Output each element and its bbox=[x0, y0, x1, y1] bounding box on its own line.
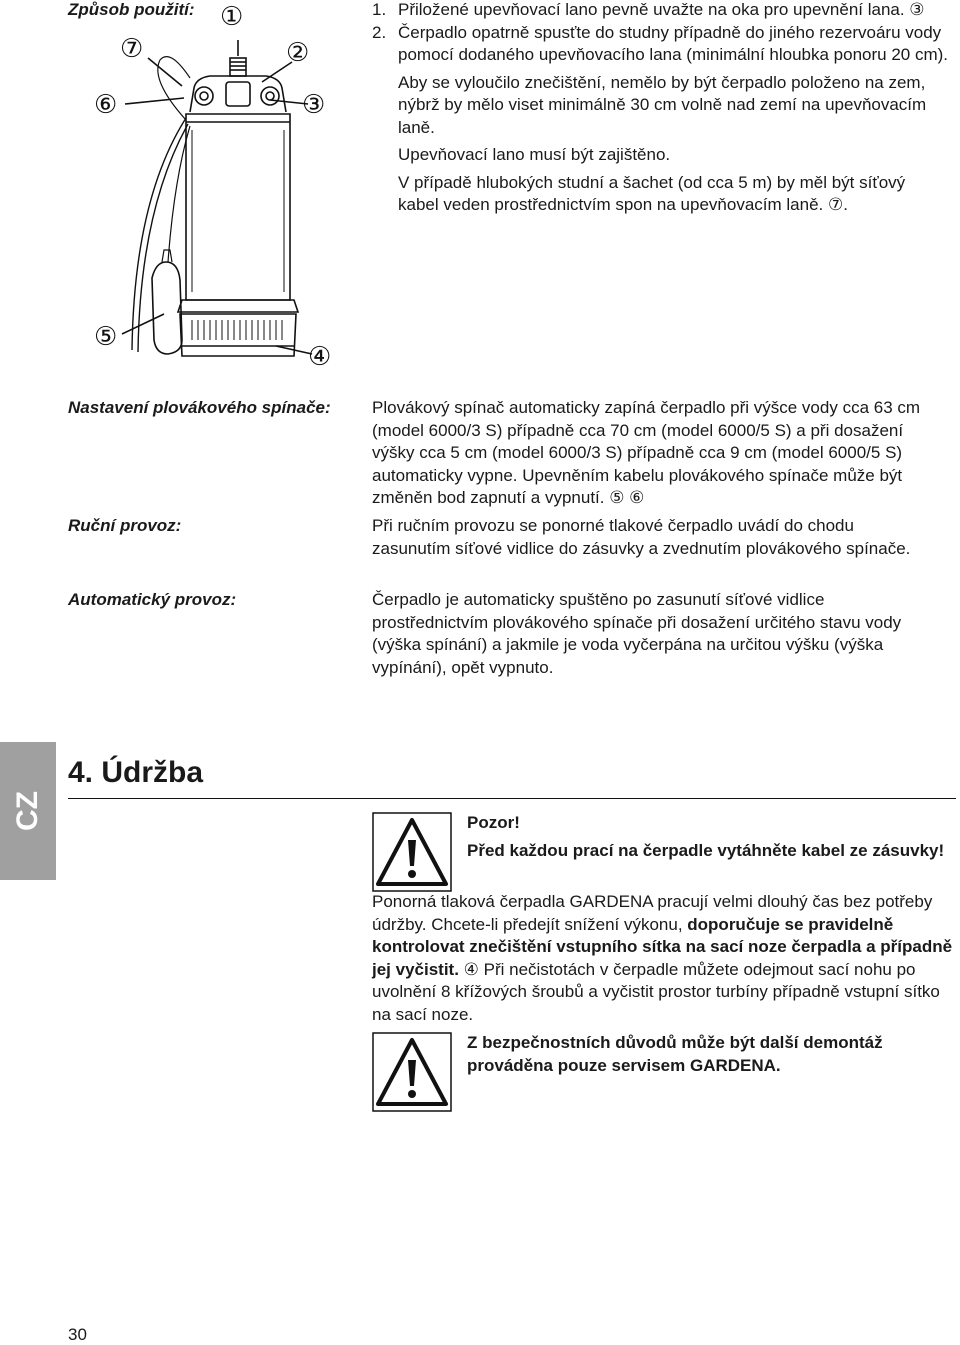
warning-title: Pozor! bbox=[467, 813, 520, 832]
warning-text: Před každou prací na čerpadle vytáhněte kabel ze zásuvky! bbox=[467, 841, 945, 860]
step-2-text: Čerpadlo opatrně spusťte do studny případně do jiného rezervoáru vody pomocí dodaného upevňovacího lana (minimální hloubka ponoru 20 cm). bbox=[398, 22, 949, 64]
callout-1: ① bbox=[220, 2, 244, 32]
usage-paragraph-2: Upevňovací lano musí být zajištěno. bbox=[398, 145, 671, 164]
float-switch-label: Nastavení plovákového spínače: bbox=[68, 398, 331, 417]
pump-illustration bbox=[90, 0, 350, 380]
language-tab bbox=[0, 742, 56, 880]
automatic-label: Automatický provoz: bbox=[68, 590, 237, 609]
usage-paragraph-1: Aby se vyloučilo znečištění, nemělo by být čerpadlo položeno na zem, nýbrž by mělo viset minimálně 30 cm volně nad zemí na upevňovacím laně. bbox=[398, 72, 927, 137]
usage-label: Způsob použití: bbox=[68, 0, 195, 19]
manual-text: Při ručním provozu se ponorné tlakové čerpadlo uvádí do chodu zasunutím síťové vidlice do zásuvky a zvednutím plovákového spínače. bbox=[372, 516, 911, 558]
warning-2-text: Z bezpečnostních důvodů může být další demontáž prováděna pouze servisem GARDENA. bbox=[467, 1033, 883, 1075]
callout-2: ② bbox=[286, 38, 310, 68]
callout-4: ④ bbox=[308, 342, 332, 372]
step-1-number: 1. bbox=[372, 0, 387, 19]
maintenance-text-2: ④ Při nečistotách v čerpadle můžete odejmout sací nohu po uvolnění 8 křížových šroubů a vyčistit prostor turbíny případně vstupní sítko na sací noze. bbox=[372, 959, 940, 1024]
section-rule bbox=[68, 798, 956, 799]
step-1-text: Přiložené upevňovací lano pevně uvažte na oka pro upevnění lana. ③ bbox=[398, 0, 925, 19]
step-1 bbox=[372, 0, 948, 22]
callout-6: ⑥ bbox=[94, 90, 118, 120]
manual-label: Ruční provoz: bbox=[68, 516, 182, 535]
callout-5: ⑤ bbox=[94, 322, 118, 352]
warning-icon-2 bbox=[372, 1032, 452, 1112]
section-title: 4. Údržba bbox=[68, 756, 204, 789]
maintenance-paragraph bbox=[372, 891, 958, 1026]
page-number: 30 bbox=[68, 1325, 87, 1344]
warning-icon bbox=[372, 812, 452, 892]
maintenance-text-1: Ponorná tlaková čerpadla GARDENA pracují velmi dlouhý čas bez potřeby údržby. Chcete-li předejít snížení výkonu, bbox=[372, 892, 933, 934]
callout-7: ⑦ bbox=[120, 34, 144, 64]
usage-instructions bbox=[372, 0, 948, 217]
automatic-text: Čerpadlo je automaticky spuštěno po zasunutí síťové vidlice prostřednictvím plovákového spínače při dosažení určitého stavu vody (výška spínání) a jakmile je voda vyčerpána na určitou výšku (výška vypínání), opět vypnuto. bbox=[372, 590, 902, 677]
step-2 bbox=[372, 22, 948, 67]
language-tab-text: CZ bbox=[11, 791, 44, 831]
step-2-number: 2. bbox=[372, 22, 387, 42]
callout-3: ③ bbox=[302, 90, 326, 120]
float-switch-text: Plovákový spínač automaticky zapíná čerpadlo při výšce vody cca 63 cm (model 6000/3 S) případně cca 70 cm (model 6000/5 S) a při dosažení výšky cca 5 cm (model 6000/3 S) případně cca 9 cm (model 6000/5 S) automaticky vypne. Upevněním kabelu plovákového spínače může být změněn bod zapnutí a vypnutí. ⑤ ⑥ bbox=[372, 398, 921, 507]
maintenance-text-bold: doporučuje se pravidelně kontrolovat znečištění vstupního sítka na sací noze čerpadla a případně jej vyčistit. bbox=[372, 914, 953, 979]
usage-paragraph-3: V případě hlubokých studní a šachet (od cca 5 m) by měl být síťový kabel veden prostřednictvím spon na upevňovacím laně. ⑦. bbox=[398, 172, 906, 214]
